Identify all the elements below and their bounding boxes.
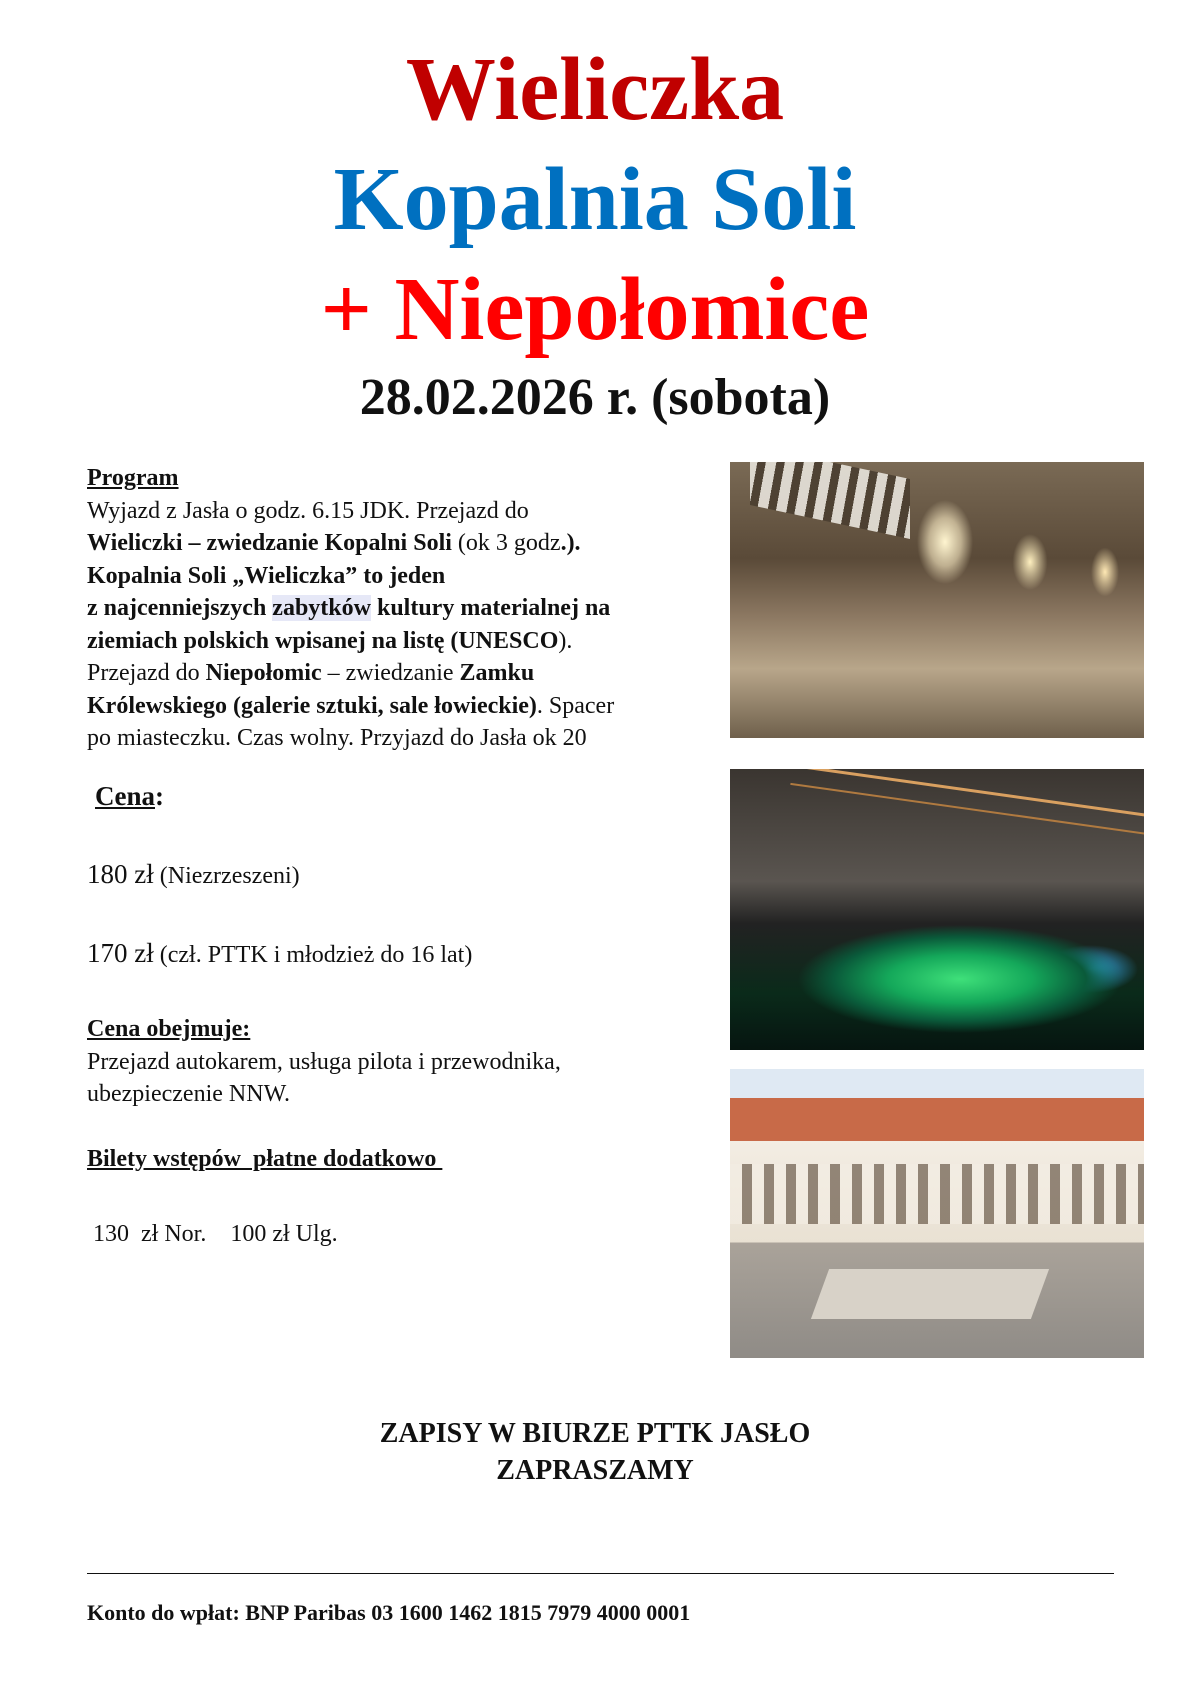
bank-account: Konto do wpłat: BNP Paribas 03 1600 1462 1815 7979 4000 0001 bbox=[87, 1600, 691, 1625]
includes-line: Przejazd autokarem, usługa pilota i przewodnika, bbox=[87, 1048, 561, 1075]
text: ). bbox=[558, 627, 573, 654]
trip-date: 28.02.2026 r. (sobota) bbox=[359, 369, 831, 426]
text: . Spacer bbox=[536, 692, 615, 719]
text-bold: .). bbox=[560, 530, 581, 556]
program-line: Wyjazd z Jasła o godz. 6.15 JDK. Przejazd do bbox=[87, 497, 529, 524]
price-regular bbox=[87, 858, 300, 893]
text: Przejazd do bbox=[87, 660, 206, 686]
title-wieliczka: Wieliczka bbox=[405, 40, 785, 139]
text-bold: Niepołomic bbox=[205, 660, 322, 686]
text: z najcenniejszych bbox=[87, 595, 273, 621]
program-line: po miasteczku. Czas wolny. Przyjazd do Jasła ok 20 bbox=[87, 725, 587, 751]
signup-info: ZAPISY W BIURZE PTTK JASŁO bbox=[379, 1418, 811, 1449]
price-note: (czł. PTTK i młodzież do 16 lat) bbox=[153, 942, 473, 968]
price-reduced bbox=[87, 937, 472, 972]
text: kultury materialnej na bbox=[370, 595, 611, 621]
text-bold: Królewskiego (galerie sztuki, sale łowieckie) bbox=[87, 692, 537, 719]
program-line bbox=[87, 592, 614, 625]
program-section bbox=[87, 462, 614, 755]
highlighted-word: zabytków bbox=[272, 595, 371, 621]
text: (ok 3 godz bbox=[451, 530, 561, 556]
niepolomice-castle-courtyard-photo bbox=[730, 1069, 1144, 1358]
program-line bbox=[87, 527, 614, 560]
ticket-prices: 130 zł Nor. 100 zł Ulg. bbox=[87, 1221, 338, 1247]
program-line: Kopalnia Soli „Wieliczka” to jeden bbox=[87, 562, 446, 589]
program-line bbox=[87, 657, 614, 690]
divider-line bbox=[87, 1573, 1114, 1574]
text-bold: ziemiach polskich wpisanej na listę (UNESCO bbox=[87, 627, 559, 654]
text-bold: Zamku bbox=[459, 660, 535, 686]
title-kopalnia-soli: Kopalnia Soli bbox=[333, 150, 857, 249]
underground-lake-photo bbox=[730, 769, 1144, 1050]
program-line bbox=[87, 625, 614, 658]
includes-line: ubezpieczenie NNW. bbox=[87, 1081, 291, 1107]
salt-mine-chapel-photo bbox=[730, 462, 1144, 738]
text-bold: Wieliczki – zwiedzanie Kopalni Soli bbox=[87, 530, 452, 556]
colon: : bbox=[155, 781, 164, 811]
program-line bbox=[87, 690, 614, 723]
program-heading: Program bbox=[87, 465, 179, 491]
price-heading bbox=[95, 780, 164, 813]
tickets-heading: Bilety wstępów płatne dodatkowo bbox=[87, 1146, 443, 1172]
price-note: (Niezrzeszeni) bbox=[153, 863, 300, 889]
invitation: ZAPRASZAMY bbox=[496, 1455, 694, 1486]
price-value: 180 zł bbox=[87, 859, 154, 889]
includes-section bbox=[87, 1013, 561, 1111]
price-value: 170 zł bbox=[87, 938, 154, 968]
price-heading-text: Cena bbox=[95, 781, 155, 811]
text: – zwiedzanie bbox=[321, 660, 460, 686]
includes-heading: Cena obejmuje: bbox=[87, 1016, 251, 1042]
title-niepolomice: + Niepołomice bbox=[320, 260, 870, 359]
